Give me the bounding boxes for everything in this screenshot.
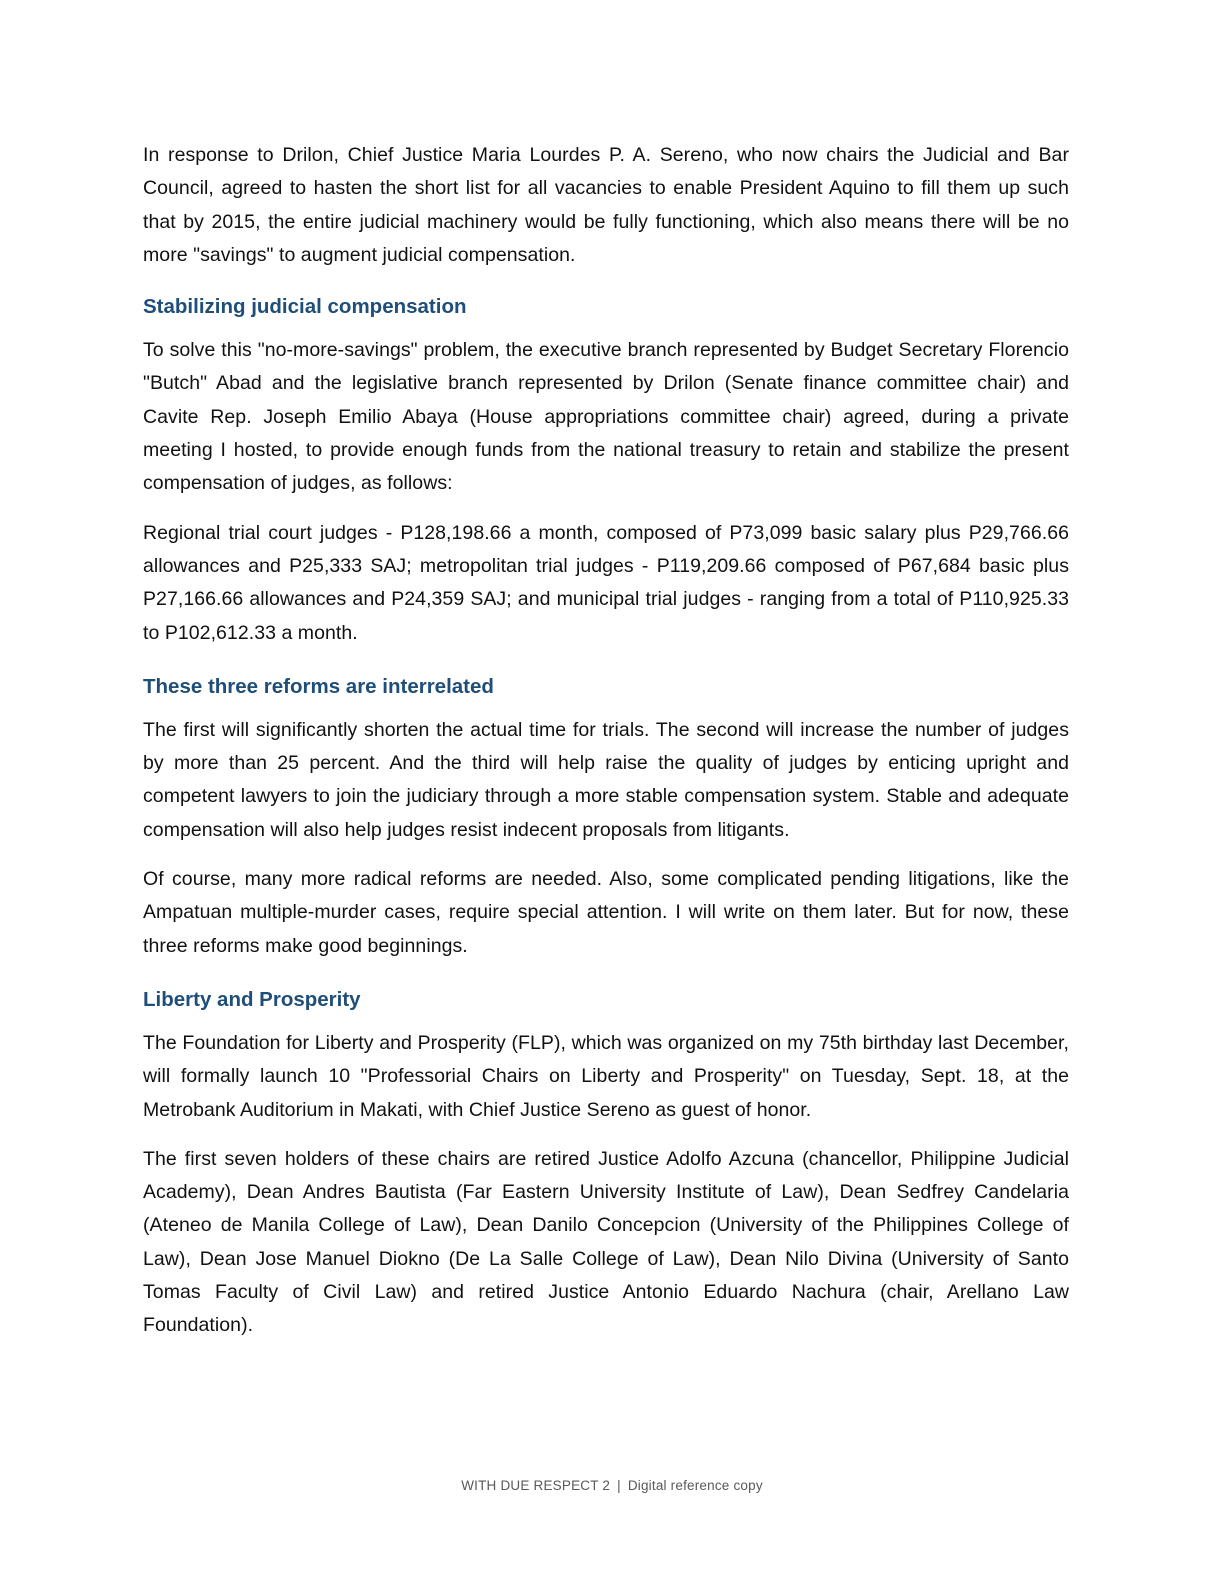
heading-reforms-interrelated: These three reforms are interrelated [143, 674, 494, 698]
paragraph-flp-launch: The Foundation for Liberty and Prosperity (FLP), which was organized on my 75th birthday last December, will formally launch 10 "Professorial Chairs on Liberty and Prosperity" on Tuesday, Sept. 18, at the Metrobank Auditorium in Makati, with Chief Justice Sereno as guest of honor. [143, 1031, 1069, 1121]
paragraph-more-reforms: Of course, many more radical reforms are needed. Also, some complicated pending litigations, like the Ampatuan multiple-murder cases, require special attention. I will write on them later. But for now, these three reforms make good beginnings. [143, 868, 1069, 957]
paragraph-judge-salaries: Regional trial court judges - P128,198.66 a month, composed of P73,099 basic salary plus P29,766.66 allowances and P25,333 SAJ; metropolitan trial judges - P119,209.66 composed of P67,684 basic plus P27,166.66 allowances and P24,359 SAJ; and municipal trial judges - ranging from a total of P110,925.33 to P102,612.33 a month. [143, 521, 1069, 644]
heading-stabilizing-compensation: Stabilizing judicial compensation [143, 295, 467, 319]
paragraph-no-more-savings: To solve this "no-more-savings" problem, the executive branch represented by Budget Secretary Florencio "Butch" Abad and the legislative branch represented by Drilon (Senate finance committee chair) and Cavite Rep. Joseph Emilio Abaya (House appropriations committee chair) agreed, during a private meeting I hosted, to provide enough funds from the national treasury to retain and stabilize the present compensation of judges, as follows: [143, 339, 1069, 495]
paragraph-chair-holders: The first seven holders of these chairs are retired Justice Adolfo Azcuna (chancellor, Philippine Judicial Academy), Dean Andres Bautista (Far Eastern University Institute of Law), Dean Sedfrey Candelaria (Ateneo de Manila College of Law), Dean Danilo Concepcion (University of the Philippines College of Law), Dean Jose Manuel Diokno (De La Salle College of Law), Dean Nilo Divina (University of Santo Tomas Faculty of Civil Law) and retired Justice Antonio Eduardo Nachura (chair, Arellano Law Foundation). [143, 1147, 1069, 1337]
footer-note: Digital reference copy [627, 1478, 763, 1493]
heading-liberty-prosperity: Liberty and Prosperity [143, 987, 361, 1011]
footer-title: WITH DUE RESPECT 2 [461, 1478, 611, 1493]
page-footer [0, 1478, 1224, 1493]
paragraph-jbc-response: In response to Drilon, Chief Justice Maria Lourdes P. A. Sereno, who now chairs the Judicial and Bar Council, agreed to hasten the short list for all vacancies to enable President Aquino to fill them up such that by 2015, the entire judicial machinery would be fully functioning, which also means there will be no more "savings" to augment judicial compensation. [143, 144, 1069, 266]
paragraph-reform-effects: The first will significantly shorten the actual time for trials. The second will increase the number of judges by more than 25 percent. And the third will help raise the quality of judges by enticing upright and competent lawyers to join the judiciary through a more stable compensation system. Stable and adequate compensation will also help judges resist indecent proposals from litigants. [143, 718, 1069, 841]
document-body [143, 139, 1069, 1359]
footer-separator: | [617, 1478, 621, 1493]
